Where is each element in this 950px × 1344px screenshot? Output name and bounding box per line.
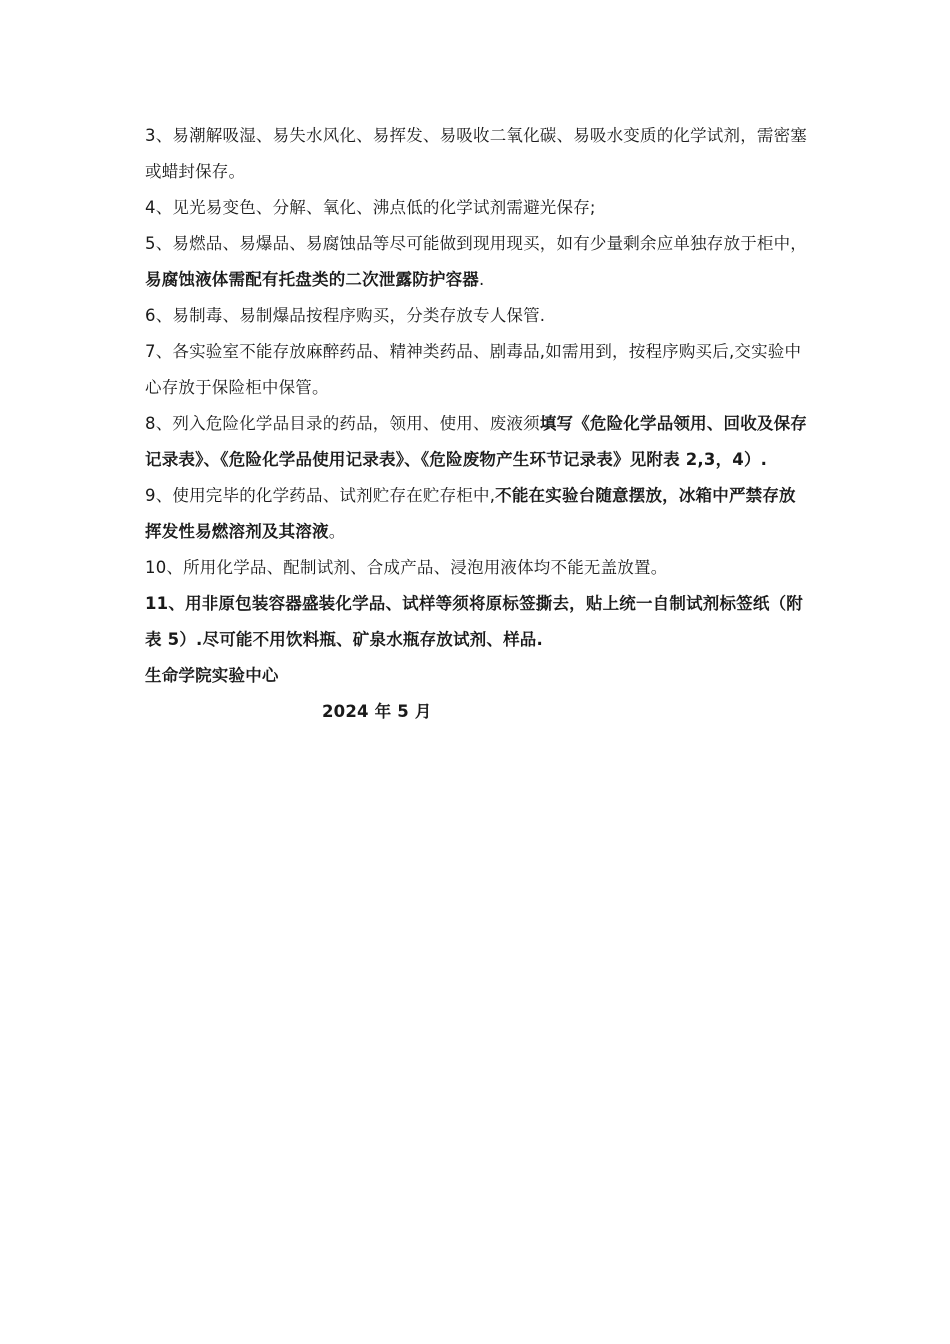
rule-text: 列入危险化学品目录的药品，领用、使用、废液须 xyxy=(172,414,540,433)
rule-number: 9 xyxy=(145,486,156,505)
rule-item-7 xyxy=(145,334,810,406)
rule-emphasis: 填写《危险化学品领用、回收及保存记录表》、《危险化学品使用记录表》、《危险废物产生环节记录表》见附表 2,3，4）. xyxy=(145,414,808,469)
rule-separator: 、 xyxy=(155,126,173,145)
rule-number: 5 xyxy=(145,234,156,253)
rule-separator: 、 xyxy=(155,198,173,217)
rule-text: 见光易变色、分解、氧化、沸点低的化学试剂需避光保存; xyxy=(172,198,596,217)
rule-text: 所用化学品、配制试剂、合成产品、浸泡用液体均不能无盖放置。 xyxy=(183,558,668,577)
rule-text: 易潮解吸湿、易失水风化、易挥发、易吸收二氧化碳、易吸水变质的化学试剂，需密塞或蜡封保存。 xyxy=(145,126,808,181)
rule-item-11 xyxy=(145,586,810,658)
rule-text: 易制毒、易制爆品按程序购买，分类存放专人保管. xyxy=(172,306,546,325)
rule-number: 3 xyxy=(145,126,156,145)
rule-number: 4 xyxy=(145,198,156,217)
rule-item-5 xyxy=(145,226,810,298)
rule-emphasis: 用非原包装容器盛装化学品、试样等须将原标签撕去，贴上统一自制试剂标签纸（附表 5）.尽可能不用饮料瓶、矿泉水瓶存放试剂、样品. xyxy=(145,594,803,649)
rule-separator: 、 xyxy=(155,342,173,361)
rule-text: 各实验室不能存放麻醉药品、精神类药品、剧毒品,如需用到，按程序购买后,交实验中心存放于保险柜中保管。 xyxy=(145,342,802,397)
rule-item-3 xyxy=(145,118,810,190)
signature-organization: 生命学院实验中心 xyxy=(145,666,279,685)
rule-separator: 、 xyxy=(155,306,173,325)
rule-separator: 、 xyxy=(166,558,184,577)
rule-separator: 、 xyxy=(155,234,173,253)
rule-item-4 xyxy=(145,190,810,226)
rule-emphasis: 易腐蚀液体需配有托盘类的二次泄露防护容器 xyxy=(145,270,479,289)
rule-tail: 。 xyxy=(328,522,346,541)
rule-separator: 、 xyxy=(155,486,173,505)
rule-separator: 、 xyxy=(155,414,173,433)
rule-item-9 xyxy=(145,478,810,550)
rule-number: 7 xyxy=(145,342,156,361)
rule-tail: . xyxy=(479,270,485,289)
rule-emphasis: 不能在实验台随意摆放，冰箱中严禁存放挥发性易燃溶剂及其溶液 xyxy=(145,486,796,541)
rule-number: 6 xyxy=(145,306,156,325)
rule-item-10 xyxy=(145,550,810,586)
rule-item-6 xyxy=(145,298,810,334)
rule-number: 10 xyxy=(145,558,167,577)
rule-text: 使用完毕的化学药品、试剂贮存在贮存柜中, xyxy=(172,486,496,505)
rule-separator: 、 xyxy=(168,594,186,613)
rule-number: 8 xyxy=(145,414,156,433)
rule-text: 易燃品、易爆品、易腐蚀品等尽可能做到现用现买，如有少量剩余应单独存放于柜中， xyxy=(172,234,808,253)
rule-number: 11 xyxy=(145,594,169,613)
rule-item-8 xyxy=(145,406,810,478)
signature-date: 2024 年 5 月 xyxy=(322,702,432,721)
document-body xyxy=(145,118,810,730)
